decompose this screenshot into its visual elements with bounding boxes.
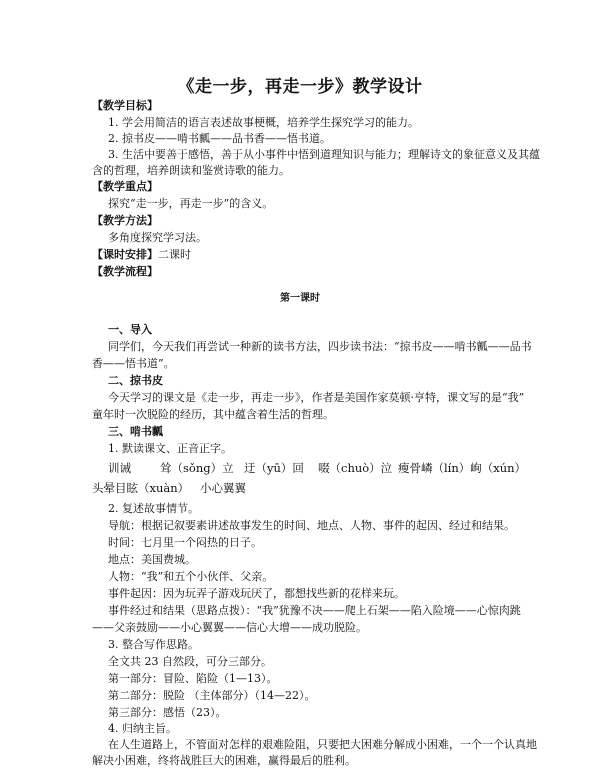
process-heading: 【教学流程】 — [92, 265, 158, 278]
step3-text: 3. 整合写作思路。 — [108, 638, 199, 651]
process-line: 事件经过和结果（思路点拨）：“我”犹豫不决——爬上石架——陷入险境——心惊肉跳 — [108, 604, 521, 617]
goals-heading: 【教学目标】 — [92, 99, 158, 112]
people-text: 人物：“我”和五个小伙伴、父亲。 — [108, 570, 274, 583]
structure-line: 第一部分：冒险、陷险（1—13）。 — [108, 672, 278, 685]
lesson1-part2-heading: 二、掠书皮 — [108, 374, 163, 387]
vocab-word: 瘦骨嶙（lín）峋（xún） — [398, 461, 527, 475]
vocab-word: 训诫 — [108, 461, 131, 475]
method-text: 多角度探究学习法。 — [108, 231, 207, 244]
key-heading: 【教学重点】 — [92, 180, 158, 193]
lesson1-heading: 第一课时 — [280, 293, 320, 304]
vocab-word: 迂（yū）回 — [244, 461, 304, 475]
process-line: ——父亲鼓励——小心翼翼——信心大增——成功脱险。 — [92, 621, 367, 634]
lesson1-part3-heading: 三、啃书瓤 — [108, 425, 163, 438]
intro-line: 同学们，今天我们再尝试一种新的读书方法，四步读书法：“掠书皮——啃书瓤——品书 — [108, 340, 532, 353]
part2-line: 今天学习的课文是《走一步，再走一步》，作者是美国作家莫顿·亨特，课文写的是“我” — [108, 391, 525, 404]
method-heading: 【教学方法】 — [92, 214, 158, 227]
structure-line: 第二部分：脱险 （主体部分）（14—22）。 — [108, 689, 316, 702]
hours-text: 二课时 — [158, 248, 191, 261]
theme-line: 解决小困难，终将战胜巨大的困难，赢得最后的胜利。 — [92, 754, 356, 767]
guide-text: 导航：根据记叙要素讲述故事发生的时间、地点、人物、事件的起因、经过和结果。 — [108, 519, 515, 532]
vocab-word: 小心翼翼 — [200, 481, 246, 495]
goals-item: 2. 掠书皮——啃书瓤——品书香——悟书道。 — [108, 132, 331, 145]
vocab-word: 头晕目眩（xuàn） — [92, 481, 190, 495]
hours-line — [92, 248, 191, 261]
vocab-word: 啜（chuò）泣 — [318, 461, 393, 475]
goals-item: 含的哲理，培养朗读和鉴赏诗歌的能力。 — [92, 164, 290, 177]
goals-item: 1. 学会用简洁的语言表述故事梗概，培养学生探究学习的能力。 — [108, 116, 419, 129]
step4-text: 4. 归纳主旨。 — [108, 722, 177, 735]
hours-heading: 【课时安排】 — [92, 248, 158, 261]
structure-line: 第三部分：感悟（23）。 — [108, 706, 227, 719]
lesson1-part1-heading: 一、导入 — [108, 323, 152, 336]
goals-item: 3. 生活中要善于感悟，善于从小事件中悟到道理知识与能力；理解诗文的象征意义及其蕴 — [108, 148, 540, 161]
part2-line: 童年时一次脱险的经历，其中蕴含着生活的哲理。 — [92, 408, 334, 421]
key-text: 探究“走一步，再走一步”的含义。 — [108, 197, 274, 210]
structure-line: 全文共 23 自然段，可分三部分。 — [108, 655, 272, 668]
time-text: 时间：七月里一个闷热的日子。 — [108, 536, 262, 549]
place-text: 地点：美国费城。 — [108, 553, 196, 566]
step2-text: 2. 复述故事情节。 — [108, 502, 199, 515]
page-title: 《走一步，再走一步》教学设计 — [177, 77, 423, 97]
cause-text: 事件起因：因为玩弄子游戏玩厌了，都想找些新的花样来玩。 — [108, 587, 405, 600]
step1-text: 1. 默读课文、正音正字。 — [108, 442, 232, 455]
theme-line: 在人生道路上，不管面对怎样的艰难险阻，只要把大困难分解成小困难，一个一个认真地 — [108, 738, 537, 751]
vocab-word: 耸（sǒnɡ）立 — [160, 461, 234, 475]
intro-line: 香——悟书道”。 — [92, 357, 175, 370]
